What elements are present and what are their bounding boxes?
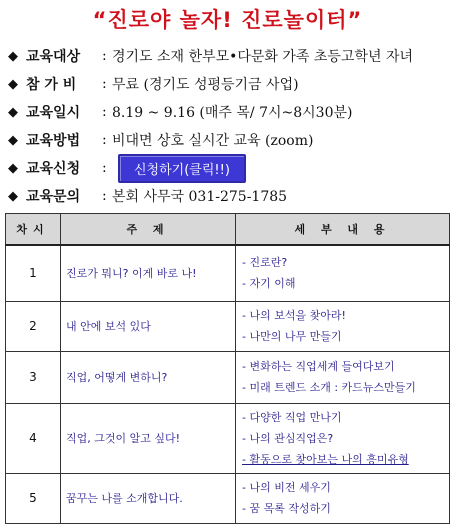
diamond-bullet-icon: ◆ [8, 76, 18, 92]
info-value: 8.19 ~ 9.16 (매주 목/ 7시~8시30분) [112, 105, 353, 121]
diamond-bullet-icon: ◆ [8, 160, 18, 176]
info-value: 무료 (경기도 성평등기금 사업) [112, 77, 299, 93]
detail-item: - 변화하는 직업세계 들여다보기 [242, 360, 395, 373]
detail-item: - 꿈 목록 작성하기 [242, 502, 331, 515]
detail-item: - 진로란? [242, 256, 288, 270]
colon: : [102, 76, 107, 92]
detail-item: - 다양한 직업 만나기 [242, 410, 342, 424]
detail-item: - 나만의 나무 만들기 [242, 330, 342, 343]
detail-item: - 나의 보석을 찾아라! [242, 309, 346, 322]
colon: : [102, 48, 107, 64]
session-topic: 직업, 어떻게 변하니? [61, 351, 236, 403]
info-label: 교육일시 [26, 105, 81, 121]
session-details [236, 351, 450, 403]
info-value: 경기도 소재 한부모•다문화 가족 초등고학년 자녀 [112, 49, 413, 65]
colon: : [102, 132, 107, 148]
curriculum-table [5, 213, 450, 524]
diamond-bullet-icon: ◆ [8, 132, 18, 148]
info-fee [8, 70, 453, 98]
diamond-bullet-icon: ◆ [8, 104, 18, 120]
header-details: 세 부 내 용 [236, 214, 450, 246]
table-header-row [6, 214, 450, 246]
session-number: 2 [6, 301, 61, 351]
header-session: 차시 [6, 214, 61, 246]
session-number: 4 [6, 403, 61, 473]
diamond-bullet-icon: ◆ [8, 48, 18, 64]
colon: : [102, 160, 107, 176]
info-label: 교육문의 [26, 189, 81, 205]
info-label: 교육신청 [26, 161, 81, 177]
session-details [236, 301, 450, 351]
apply-button[interactable]: 신청하기(클릭!!) [118, 154, 246, 183]
session-number: 5 [6, 473, 61, 523]
colon: : [102, 104, 107, 120]
info-method [8, 126, 453, 154]
session-number: 3 [6, 351, 61, 403]
info-label: 교육대상 [26, 49, 81, 65]
detail-item: - 나의 비전 세우기 [242, 481, 331, 494]
header-topic: 주 제 [61, 214, 236, 246]
table-row [6, 403, 450, 473]
diamond-bullet-icon: ◆ [8, 188, 18, 204]
colon: : [102, 188, 107, 204]
table-row [6, 473, 450, 523]
info-label: 교육방법 [26, 133, 81, 149]
detail-item: - 미래 트렌드 소개 : 카드뉴스만들기 [242, 381, 416, 394]
info-list [8, 42, 453, 210]
session-topic: 직업, 그것이 알고 싶다! [61, 403, 236, 473]
session-topic: 내 안에 보석 있다 [61, 301, 236, 351]
session-details [236, 403, 450, 473]
detail-item: - 나의 관심직업은? [242, 431, 334, 445]
info-target [8, 42, 453, 70]
detail-item: - 활동으로 찾아보는 나의 흥미유형 [242, 452, 409, 466]
session-topic: 진로가 뭐니? 이게 바로 나! [61, 245, 236, 301]
detail-item: - 자기 이해 [242, 277, 296, 291]
info-value: 본회 사무국 031-275-1785 [112, 189, 288, 205]
session-details [236, 473, 450, 523]
info-value: 비대면 상호 실시간 교육 (zoom) [112, 133, 314, 149]
session-details [236, 245, 450, 301]
table-row [6, 351, 450, 403]
info-label: 참 가 비 [26, 77, 77, 93]
session-topic: 꿈꾸는 나를 소개합니다. [61, 473, 236, 523]
info-contact [8, 182, 453, 210]
table-row [6, 245, 450, 301]
table-row [6, 301, 450, 351]
info-apply [8, 154, 453, 182]
info-schedule [8, 98, 453, 126]
session-number: 1 [6, 245, 61, 301]
page-title: “진로야 놀자! 진로놀이터” [92, 8, 363, 32]
